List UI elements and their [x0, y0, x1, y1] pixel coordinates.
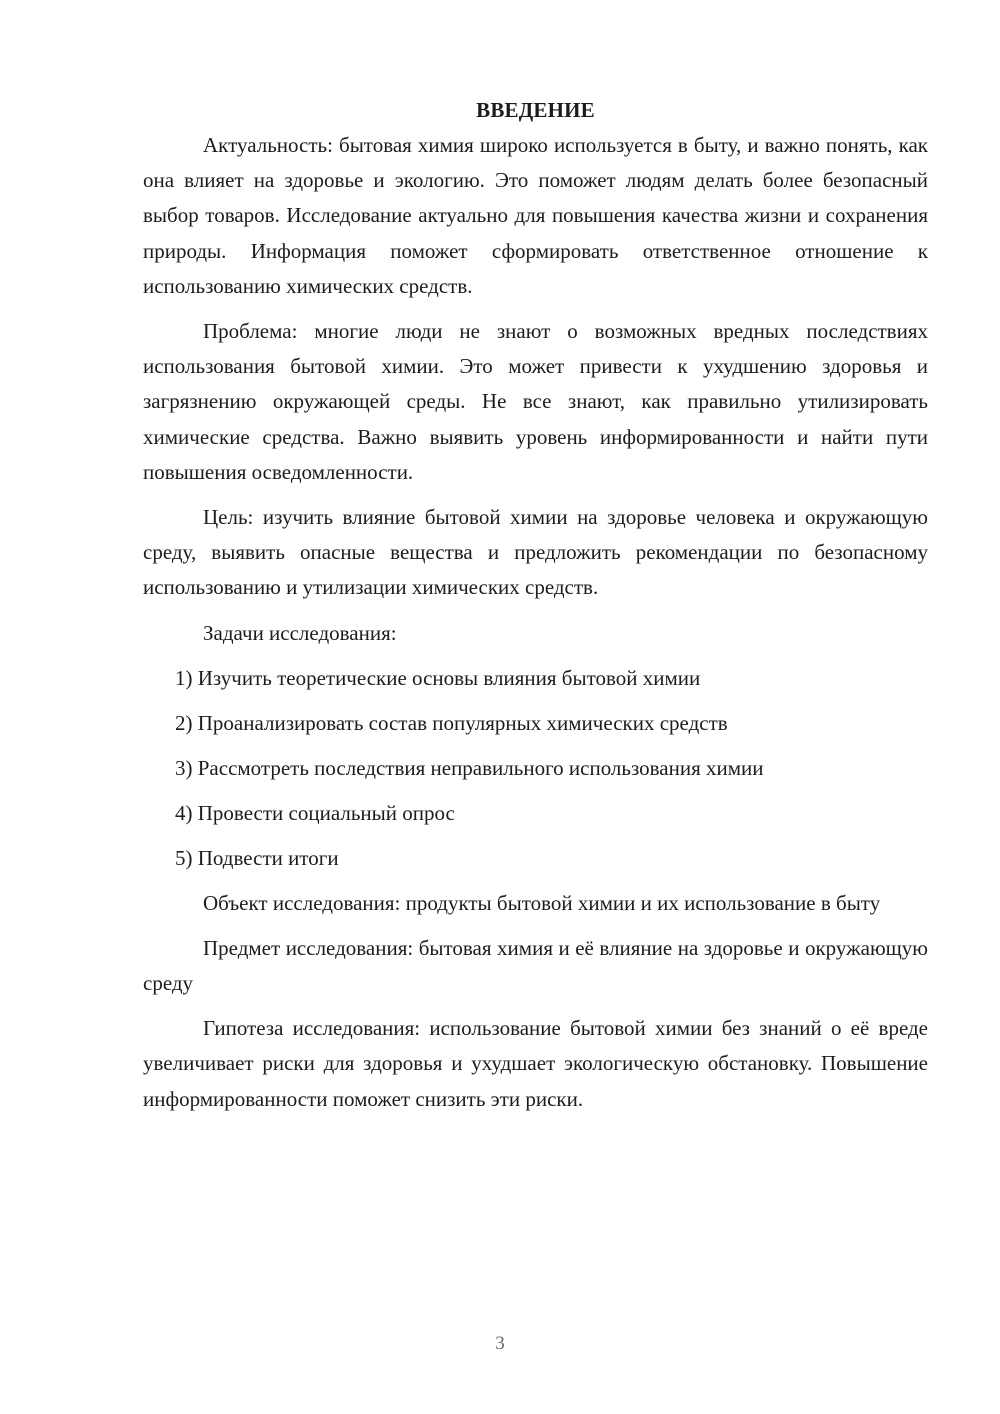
task-item: 5) Подвести итоги [175, 845, 339, 870]
document-page [143, 93, 928, 1127]
task-item: 2) Проанализировать состав популярных химических средств [175, 710, 728, 735]
problem-paragraph: Проблема: многие люди не знают о возможных вредных последствиях использования бытовой химии. Это может привести к ухудшению здоровья и загрязнению окружающей среды. Не все знают, как правильно утилизировать химические средства. Важно выявить уровень информированности и найти пути повышения осведомленности. [143, 319, 928, 484]
section-heading: ВВЕДЕНИЕ [476, 98, 595, 122]
relevance-paragraph: Актуальность: бытовая химия широко используется в быту, и важно понять, как она влияет на здоровье и экологию. Это поможет людям делать более безопасный выбор товаров. Исследование актуально для повышения качества жизни и сохранения природы. Информация поможет сформировать ответственное отношение к использованию химических средств. [143, 133, 928, 298]
object-paragraph: Объект исследования: продукты бытовой химии и их использование в быту [203, 890, 881, 915]
subject-paragraph: Предмет исследования: бытовая химия и её влияние на здоровье и окружающую среду [143, 935, 928, 996]
page-number: 3 [495, 1333, 505, 1354]
goal-paragraph: Цель: изучить влияние бытовой химии на здоровье человека и окружающую среду, выявить опасные вещества и предложить рекомендации по безопасному использованию и утилизации химических средств. [143, 505, 928, 600]
task-item: 3) Рассмотреть последствия неправильного использования химии [175, 755, 764, 780]
task-item: 4) Провести социальный опрос [175, 800, 455, 825]
tasks-title: Задачи исследования: [203, 620, 397, 645]
task-item: 1) Изучить теоретические основы влияния бытовой химии [175, 665, 701, 690]
hypothesis-paragraph: Гипотеза исследования: использование бытовой химии без знаний о её вреде увеличивает риски для здоровья и ухудшает экологическую обстановку. Повышение информированности поможет снизить эти риски. [143, 1016, 928, 1111]
